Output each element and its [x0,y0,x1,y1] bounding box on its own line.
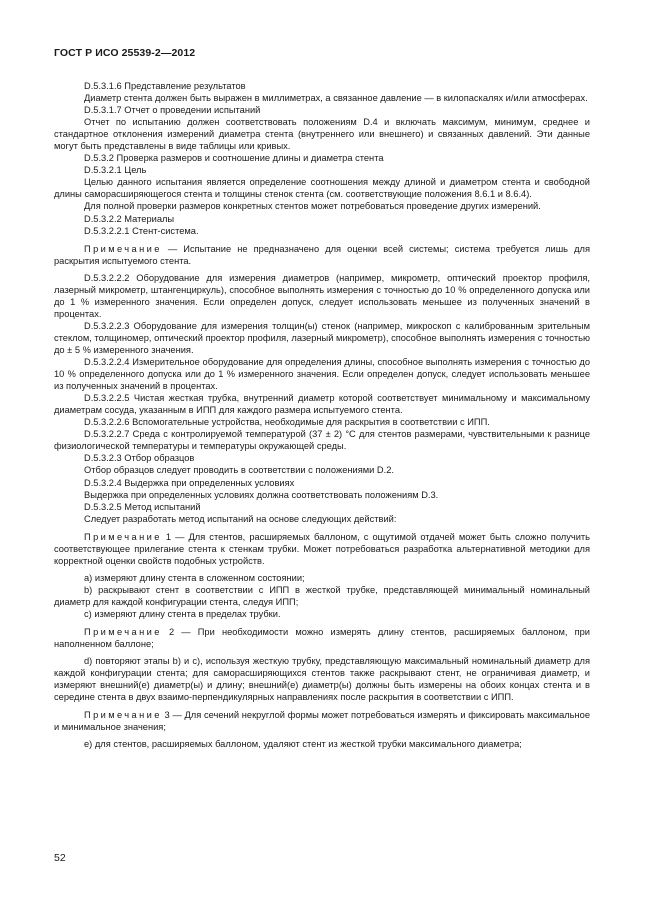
note-text: — Испытание не предназначено для оценки всей системы; система требуется лишь для раскрытия испытуемого стента. [54,243,590,266]
note-text: 2 — При необходимости можно измерять длину стентов, расширяемых баллоном, при наполненном баллоне; [54,627,590,650]
paragraph: Отбор образцов следует проводить в соответствии с положениями D.2. [84,465,394,476]
note-label: Примечание [84,531,162,542]
list-item: a) измеряют длину стента в сложенном состоянии; [84,572,305,583]
note-label: Примечание [84,710,162,721]
paragraph: D.5.3.2.2.1 Стент-система. [84,225,199,236]
paragraph: Диаметр стента должен быть выражен в миллиметрах, а связанное давление — в килопаскалях и/или атмосферах. [84,93,588,104]
list-item: c) измеряют длину стента в пределах трубки. [84,608,281,619]
note [54,531,590,567]
note [54,709,590,733]
section-heading: D.5.3.2.2 Материалы [84,213,175,224]
paragraph: D.5.3.2.2.6 Вспомогательные устройства, необходимые для раскрытия в соответствии с ИПП. [84,417,490,428]
section-heading: D.5.3.2.3 Отбор образцов [84,453,195,464]
paragraph: D.5.3.2.2.7 Среда с контролируемой температурой (37 ± 2) °С для стентов размерами, чувствительными к разнице физиологической температуры и температуры окружающей среды. [54,429,590,452]
section-heading: D.5.3.2.5 Метод испытаний [84,501,201,512]
document-header: ГОСТ Р ИСО 25539-2—2012 [54,47,196,59]
paragraph: Выдержка при определенных условиях должна соответствовать положениям D.3. [84,489,439,500]
paragraph: Следует разработать метод испытаний на основе следующих действий: [84,513,397,524]
page-number: 52 [54,852,66,864]
note-label: Примечание [84,627,162,638]
note [54,626,590,650]
paragraph: Отчет по испытанию должен соответствовать положениям D.4 и включать максимум, минимум, среднее и стандартное отклонения измерений диаметра стента (внутреннего или внешнего) и связанных давлений. Эти данные могут быть представлены в виде таблицы или кривых. [54,117,590,152]
paragraph: D.5.3.2.2.2 Оборудование для измерения диаметров (например, микрометр, оптический проектор профиля, лазерный микрометр, штангенциркуль), способное выполнять измерения с точностью до 10 % определенного допуска или до 1 % измеренного значения. Если определен допуск, следует использовать меньшее из полученных значений в процентах. [54,272,590,319]
section-heading: D.5.3.1.6 Представление результатов [84,81,246,91]
paragraph: D.5.3.2.2.4 Измерительное оборудование для определения длины, способное выполнять измерения с точностью до 10 % определенного допуска или до 1 % измеренного значения. Если определен допуск, следует использовать меньшее из полученных значений в процентах. [54,357,590,392]
section-heading: D.5.3.1.7 Отчет о проведении испытаний [84,105,261,116]
section-heading: D.5.3.2.4 Выдержка при определенных условиях [84,477,295,488]
note-text: 3 — Для сечений некруглой формы может потребоваться измерять и фиксировать максимальное и минимальное значения; [54,710,590,733]
list-item: b) раскрывают стент в соответствии с ИПП в жесткой трубке, представляющей минимальный номинальный диаметр для каждой конфигурации стента, следуя ИПП; [54,584,590,607]
section-heading: D.5.3.2.1 Цель [84,165,147,176]
section-heading: D.5.3.2 Проверка размеров и соотношение длины и диаметра стента [84,153,384,164]
paragraph: Для полной проверки размеров конкретных стентов может потребоваться проведение других измерений. [84,201,541,212]
paragraph: D.5.3.2.2.5 Чистая жесткая трубка, внутренний диаметр которой соответствует минимальному и максимальному диаметрам сосуда, указанным в ИПП для каждого размера испытуемого стента. [54,393,590,416]
note-label: Примечание [84,243,162,254]
document-body [54,80,590,750]
list-item: d) повторяют этапы b) и c), используя жесткую трубку, представляющую максимальный номинальный диаметр для каждой конфигурации стента; для саморасширяющихся стентов также раскрывают стент, не ограничивая диаметр, и измеряют внешний(е) диаметр(ы) и длину; внешний(е) диаметр(ы) должны быть измерены на обоих концах стента и в середине стента в двух взаимо-перпендикулярных направлениях после раскрытия в соответствии с ИПП. [54,656,590,703]
note [54,243,590,267]
list-item: e) для стентов, расширяемых баллоном, удаляют стент из жесткой трубки максимального диаметра; [84,739,522,750]
paragraph: D.5.3.2.2.3 Оборудование для измерения толщин(ы) стенок (например, микроскоп с калиброванным зрительным стеклом, толщиномер, оптический проектор профиля, лазерный микрометр), способное выполнять измерения с точностью до ± 5 % измеренного значения. [54,320,590,355]
note-text: 1 — Для стентов, расширяемых баллоном, с ощутимой отдачей может быть сложно получить соответствующее прилегание стента к стенкам трубки. Может потребоваться разработка альтернативной методики для корректной оценки свойств подобных устройств. [54,531,590,566]
paragraph: Целью данного испытания является определение соотношения между длиной и диаметром стента и свободной длины саморасширяющегося стента и толщины стенок стента (см. соответствующие положения 8.6.1 и 8.6.4). [54,177,590,200]
